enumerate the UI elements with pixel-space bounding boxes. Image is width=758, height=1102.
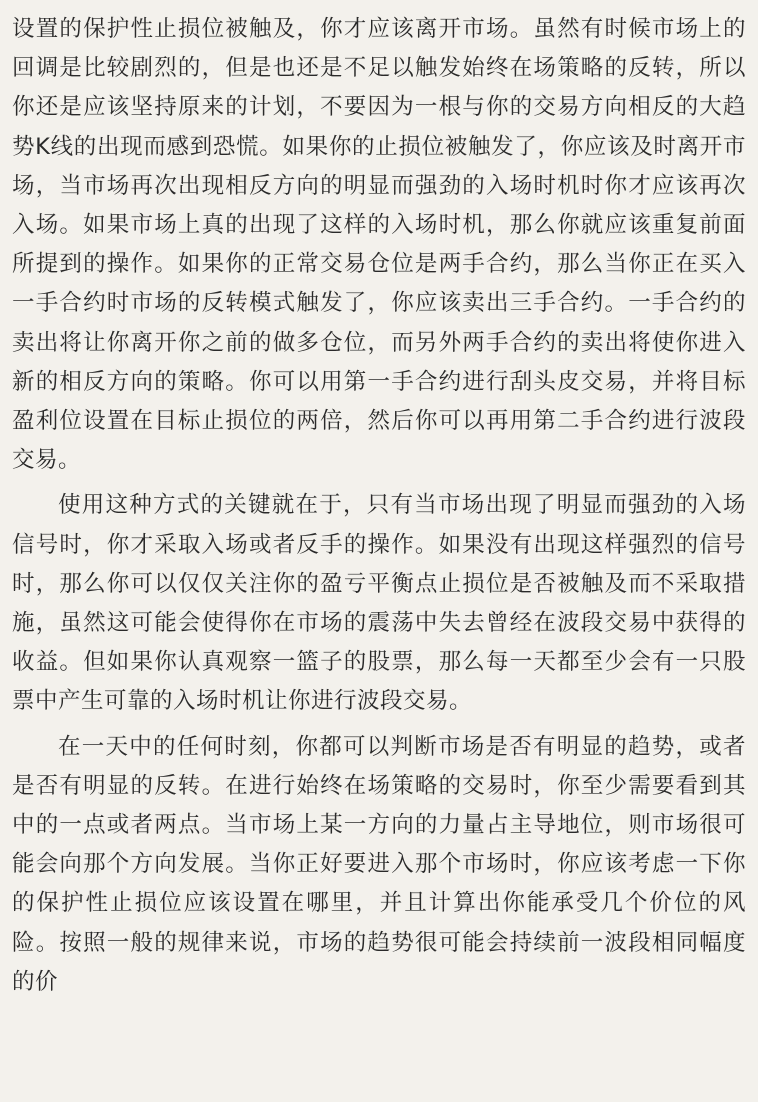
paragraph-1: 设置的保护性止损位被触及，你才应该离开市场。虽然有时候市场上的回调是比较剧烈的，但是也还是不足以触发始终在场策略的反转，所以你还是应该坚持原来的计划，不要因为一根与你的交易方向相反的大趋势K线的出现而感到恐慌。如果你的止损位被触发了，你应该及时离开市场，当市场再次出现相反方向的明显而强劲的入场时机时你才应该再次入场。如果市场上真的出现了这样的入场时机，那么你就应该重复前面所提到的操作。如果你的正常交易仓位是两手合约，那么当你正在买入一手合约时市场的反转模式触发了，你应该卖出三手合约。一手合约的卖出将让你离开你之前的做多仓位，而另外两手合约的卖出将使你进入新的相反方向的策略。你可以用第一手合约进行刮头皮交易，并将目标盈利位设置在目标止损位的两倍，然后你可以再用第二手合约进行波段交易。 xyxy=(12,16,746,474)
paragraph-2: 使用这种方式的关键就在于，只有当市场出现了明显而强劲的入场信号时，你才采取入场或者反手的操作。如果没有出现这样强烈的信号时，那么你可以仅仅关注你的盈亏平衡点止损位是否被触及而不采取措施，虽然这可能会使得你在市场的震荡中失去曾经在波段交易中获得的收益。但如果你认真观察一篮子的股票，那么每一天都至少会有一只股票中产生可靠的入场时机让你进行波段交易。 xyxy=(12,492,746,715)
paragraph-3: 在一天中的任何时刻，你都可以判断市场是否有明显的趋势，或者是否有明显的反转。在进行始终在场策略的交易时，你至少需要看到其中的一点或者两点。当市场上某一方向的力量占主导地位，则市场很可能会向那个方向发展。当你正好要进入那个市场时，你应该考虑一下你的保护性止损位应该设置在哪里，并且计算出你能承受几个价位的风险。按照一般的规律来说，市场的趋势很可能会持续前一波段相同幅度的价 xyxy=(12,733,746,995)
